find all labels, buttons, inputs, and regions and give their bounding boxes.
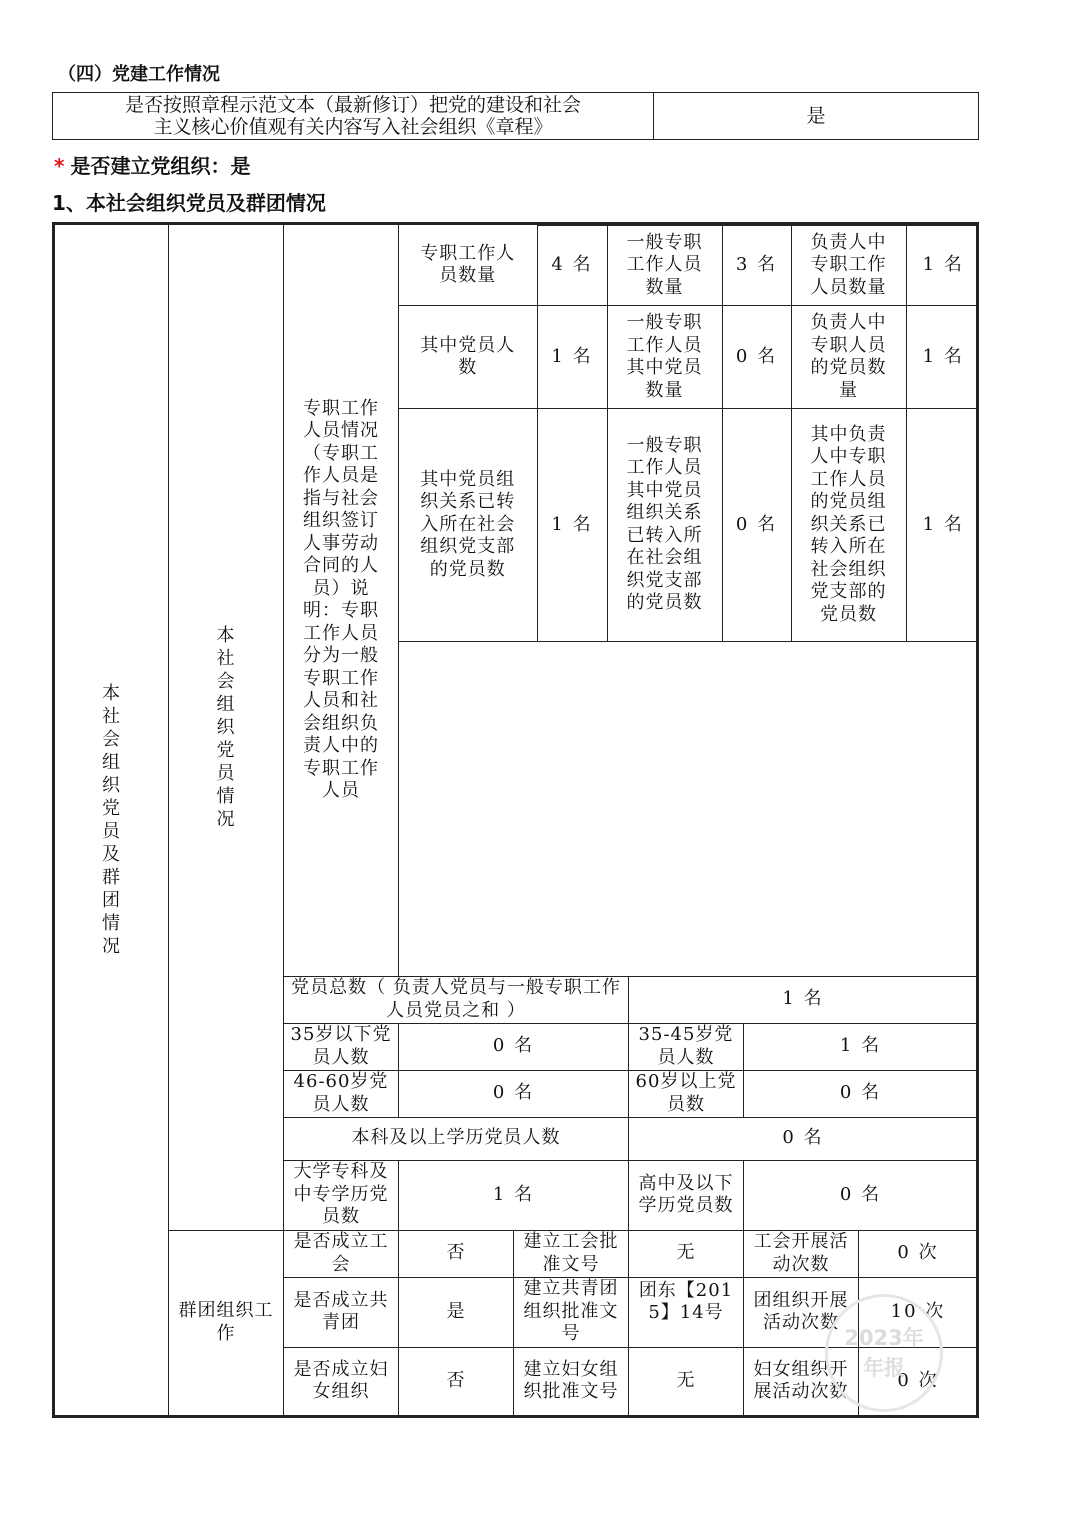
charter-question-value: 是 bbox=[654, 93, 979, 140]
total-members-value: 1 名 bbox=[629, 976, 978, 1023]
annual-report-watermark bbox=[825, 1294, 943, 1412]
union-activity-label: 工会开展活动次数 bbox=[744, 1230, 859, 1277]
union-answer: 否 bbox=[399, 1230, 514, 1277]
charter-question-label bbox=[53, 93, 654, 140]
transferred-member-value: 1 名 bbox=[537, 409, 607, 641]
youth-league-activity-label: 团组织开展活动次数 bbox=[744, 1277, 859, 1347]
section-title: （四）党建工作情况 bbox=[58, 64, 220, 85]
leader-staff-value: 1 名 bbox=[906, 226, 978, 306]
union-activity-value: 0 次 bbox=[859, 1230, 978, 1277]
age-under-35-label: 35岁以下党员人数 bbox=[284, 1023, 399, 1070]
age-35-45-label: 35-45岁党员人数 bbox=[629, 1023, 744, 1070]
women-org-doc-label: 建立妇女组织批准文号 bbox=[514, 1347, 629, 1416]
party-org-status bbox=[54, 150, 250, 179]
highschool-members-label: 高中及以下学历党员数 bbox=[629, 1160, 744, 1230]
group-category-label: 群团组织工作 bbox=[169, 1230, 284, 1416]
general-staff-value: 3 名 bbox=[722, 226, 791, 306]
highschool-members-value: 0 名 bbox=[744, 1160, 978, 1230]
leader-transferred-value: 1 名 bbox=[906, 409, 978, 641]
charter-question-line2: 主义核心价值观有关内容写入社会组织《章程》 bbox=[153, 116, 553, 138]
party-member-count-label: 其中党员人数 bbox=[399, 306, 537, 409]
party-member-count-value: 1 名 bbox=[537, 306, 607, 409]
leader-transferred-label: 其中负责人中专职工作人员的党员组织关系已转入所在社会组织党支部的党员数 bbox=[791, 409, 906, 641]
age-35-45-value: 1 名 bbox=[744, 1023, 978, 1070]
watermark-label: 年报 bbox=[863, 1356, 905, 1380]
union-question: 是否成立工会 bbox=[284, 1230, 399, 1277]
total-members-label: 党员总数（ 负责人党员与一般专职工作人员党员之和 ） bbox=[284, 976, 629, 1023]
staff-count-label: 专职工作人员数量 bbox=[399, 226, 537, 306]
youth-league-answer: 是 bbox=[399, 1277, 514, 1347]
table-title: 1、本社会组织党员及群团情况 bbox=[52, 191, 326, 215]
general-transferred-value: 0 名 bbox=[722, 409, 791, 641]
youth-league-activity-value: 10 次 bbox=[859, 1277, 978, 1347]
women-org-activity-label: 妇女组织开展活动次数 bbox=[744, 1347, 859, 1416]
required-star: * bbox=[54, 154, 65, 178]
general-staff-party-value: 0 名 bbox=[722, 306, 791, 409]
women-org-activity-value: 0 次 bbox=[859, 1347, 978, 1416]
leader-staff-party-label: 负责人中专职人员的党员数量 bbox=[791, 306, 906, 409]
general-transferred-label: 一般专职工作人员其中党员组织关系已转入所在社会组织党支部的党员数 bbox=[607, 409, 722, 641]
watermark-year: 2023年 bbox=[844, 1326, 924, 1350]
age-over-60-value: 0 名 bbox=[744, 1070, 978, 1117]
transferred-member-label: 其中党员组织关系已转入所在社会组织党支部的党员数 bbox=[399, 409, 537, 641]
staff-note: 专职工作人员情况（专职工作人员是指与社会组织签订人事劳动合同的人员）说明：专职工作人员分为一般专职工作人员和社会组织负责人中的专职工作人员 bbox=[284, 224, 399, 977]
party-member-table bbox=[52, 222, 979, 1418]
outer-category-label: 本社会组织党员及群团情况 bbox=[54, 224, 169, 1417]
youth-league-question: 是否成立共青团 bbox=[284, 1277, 399, 1347]
youth-league-doc-label: 建立共青团组织批准文号 bbox=[514, 1277, 629, 1347]
college-members-value: 1 名 bbox=[399, 1160, 629, 1230]
bachelor-members-value: 0 名 bbox=[629, 1117, 978, 1160]
age-under-35-value: 0 名 bbox=[399, 1023, 629, 1070]
youth-league-doc-value: 团东【2015】14号 bbox=[629, 1277, 744, 1347]
women-org-answer: 否 bbox=[399, 1347, 514, 1416]
college-members-label: 大学专科及中专学历党员数 bbox=[284, 1160, 399, 1230]
union-doc-value: 无 bbox=[629, 1230, 744, 1277]
age-over-60-label: 60岁以上党员数 bbox=[629, 1070, 744, 1117]
union-doc-label: 建立工会批准文号 bbox=[514, 1230, 629, 1277]
general-staff-label: 一般专职工作人员数量 bbox=[607, 226, 722, 306]
leader-staff-label: 负责人中专职工作人员数量 bbox=[791, 226, 906, 306]
leader-staff-party-value: 1 名 bbox=[906, 306, 978, 409]
member-category-label: 本社会组织党员情况 bbox=[169, 224, 284, 1231]
charter-question-table bbox=[52, 92, 979, 140]
age-46-60-value: 0 名 bbox=[399, 1070, 629, 1117]
women-org-doc-value: 无 bbox=[629, 1347, 744, 1416]
party-org-text: 是否建立党组织：是 bbox=[70, 154, 251, 178]
general-staff-party-label: 一般专职工作人员其中党员数量 bbox=[607, 306, 722, 409]
staff-grid-cell bbox=[399, 224, 978, 642]
staff-grid bbox=[399, 225, 978, 641]
staff-count-value: 4 名 bbox=[537, 226, 607, 306]
charter-question-line1: 是否按照章程示范文本（最新修订）把党的建设和社会 bbox=[124, 94, 581, 116]
women-org-question: 是否成立妇女组织 bbox=[284, 1347, 399, 1416]
bachelor-members-label: 本科及以上学历党员人数 bbox=[284, 1117, 629, 1160]
age-46-60-label: 46-60岁党员人数 bbox=[284, 1070, 399, 1117]
